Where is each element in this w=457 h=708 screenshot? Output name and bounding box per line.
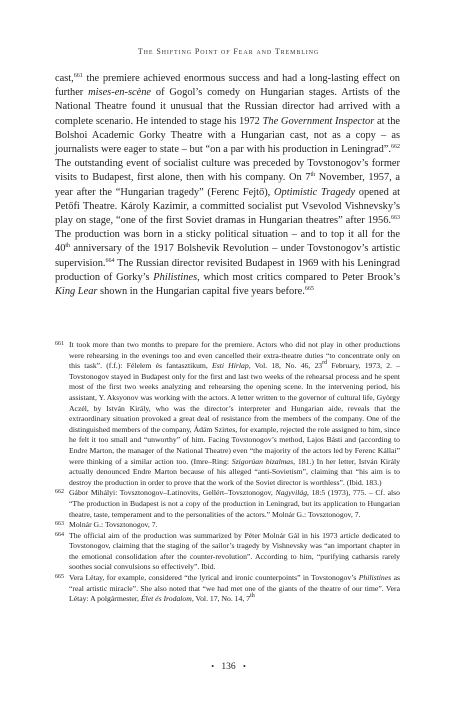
footnote-number: 664 bbox=[55, 531, 64, 538]
italic-text: The Government Inspector bbox=[262, 115, 375, 127]
footnote-number: 662 bbox=[55, 489, 64, 496]
footnote-number: 661 bbox=[55, 341, 64, 347]
text-run: The Russian director revisited Budapest in 1969 with his Leningrad production of Gorky’s bbox=[55, 257, 400, 283]
body-paragraph bbox=[55, 72, 400, 299]
superscript: th bbox=[250, 593, 255, 600]
text-run: of Gogol’s comedy on Hungarian stages. Artists of the National Theatre found it unusual that the Russian director had arrived with a complete scenario. He intended to stage his 1972 bbox=[55, 87, 400, 127]
folio-dot-left: • bbox=[211, 662, 214, 671]
superscript: th bbox=[310, 172, 316, 179]
footnote-663 bbox=[55, 520, 400, 531]
italic-text: Philistines bbox=[358, 573, 392, 583]
folio-dot-right: • bbox=[243, 662, 246, 671]
italic-text: Élet és Irodalom bbox=[140, 594, 192, 604]
footnote-662 bbox=[55, 488, 400, 520]
text-run: , 181.) In her letter, István Király actually denounced Endre Marton because of his alleged “anti-Sovietism”, claiming that “his aim is to destroy the production in order to prove that the work of the Soviet director is worthless”. (Ibid. 183.) bbox=[69, 456, 400, 487]
superscript: 665 bbox=[304, 286, 314, 293]
text-run: shown in the Hungarian capital five years before. bbox=[97, 286, 305, 298]
folio-number: 136 bbox=[221, 662, 236, 672]
italic-text: Philistines bbox=[153, 271, 198, 283]
superscript: 661 bbox=[73, 73, 83, 79]
italic-text: Nagyvilág bbox=[275, 488, 308, 498]
italic-text: Optimistic Tragedy bbox=[274, 186, 356, 198]
text-run: It took more than two months to prepare for the premiere. Actors who did not play in other productions were rehearsing in the evenings too and even cancelled their extra-theatre duties “to concentrate only on this task”. (f.f.): Félelem és fantasztikum, bbox=[69, 340, 400, 371]
footnote-number: 663 bbox=[55, 521, 64, 528]
page-number bbox=[0, 662, 457, 672]
footnote-665 bbox=[55, 573, 400, 605]
text-run: cast, bbox=[55, 73, 74, 84]
italic-text: Esti Hírlap bbox=[212, 361, 249, 371]
italic-text: mises-en-scène bbox=[88, 87, 152, 99]
text-run: The outstanding event of socialist culture was preceded by Tovstonogov’s former visits to Budapest, first alone, then with his company. On 7 bbox=[55, 158, 400, 184]
superscript: rd bbox=[322, 360, 328, 367]
footnote-661 bbox=[55, 340, 400, 488]
text-run: opened at Petőfi Theatre. Károly Kazimir, a committed socialist put Vsevolod Vishnevsky’s play on stage, “one of the first Soviet dramas in Hungarian theatres” after 1956. bbox=[55, 186, 401, 227]
text-run: anniversary of the 1917 Bolshevik Revolution – under Tovstonogov’s artistic supervision. bbox=[55, 243, 400, 269]
text-run: Gábor Mihályi: Tovsztonogov–Latinovits, Gellért–Tovsztonogov, bbox=[69, 488, 276, 498]
text-run: November, 1957, a year after the “Hungarian tragedy” (Ferenc Fejtő), bbox=[55, 172, 400, 198]
text-run: February, 1973, 2. – Tovstonogov stayed in Budapest only for the first and last two weeks of the rehearsal process and he spent most of the first two weeks analyzing and rehearsing the opening scene. In the intervening period, his assistant, Y. Aksyonov was working with the actors. A letter written to the governor of cultural life, György Aczél, by István Király, who was the director’s interpreter and Hungarian aide, reveals that the extraordinary situation provoked a great deal of resistance from the members of the company. One of the distinguished members of the company, Ádám Szirtes, for example, rejected the role assigned to him, since he felt it too small and “unworthy” of him. Facing Tovstonogov’s method, Lajos Básti and (according to Endre Marton, the manager of the National Theatre) even “the majority of the actors led by Ferenc Kállai” were thinking of a similar action too. (Imre–Ring: bbox=[69, 361, 401, 466]
text-run: , which most critics compared to Peter Brook’s bbox=[197, 271, 400, 283]
text-run: the premiere achieved enormous success and had a long-lasting effect on further bbox=[55, 73, 400, 99]
footnote-number: 665 bbox=[55, 574, 64, 581]
footnote-664 bbox=[55, 531, 400, 573]
text-run: , Vol. 17, No. 14, 7 bbox=[191, 594, 251, 604]
text-run: as “real artistic miracle”. She also noted that “we had met one of the giants of the theatre of our time”. Vera Létay: A polgármester, bbox=[69, 573, 400, 604]
italic-text: Szigorúan bizalmas bbox=[231, 456, 294, 466]
superscript: 664 bbox=[105, 257, 115, 264]
text-run: Vera Létay, for example, considered “the lyrical and ironic counterpoints” in Tovstonogov’s bbox=[69, 573, 359, 583]
text-run: , 18:5 (1973), 775. – Cf. also “The production in Budapest is not a copy of the production in Leningrad, but its application to Hungarian theatre, taste, temperament and to the personalities of the actors.” Molnár G.: Tovsztonogov, 7. bbox=[69, 488, 400, 519]
italic-text: King Lear bbox=[55, 286, 98, 298]
superscript: 663 bbox=[391, 215, 400, 222]
text-run: The official aim of the production was summarized by Péter Molnár Gál in his 1973 article dedicated to Tovstonogov, claiming that the staging of the sailor’s tragedy by Vishnevsky was “an important chapter in the emotional consolidation after the counter-revolution”. According to him, “purifying catharsis rarely soothes social convulsions so effectively”. Ibid. bbox=[69, 530, 400, 572]
superscript: th bbox=[65, 243, 71, 250]
running-head: The Shifting Point of Fear and Trembling bbox=[137, 47, 320, 56]
text-run: at the Bolshoi Academic Gorky Theatre with a Hungarian cast, not as a copy – as journalists were eager to state – but “on a par with his production in Leningrad”. bbox=[55, 115, 401, 156]
superscript: 662 bbox=[391, 144, 400, 151]
text-run: , Vol. 18, No. 46, 23 bbox=[248, 361, 323, 371]
text-run: The production was born in a sticky political situation – and to top it all for the 40 bbox=[55, 229, 400, 255]
footnotes-area bbox=[55, 340, 400, 605]
text-run: Molnár G.: Tovsztonogov, 7. bbox=[69, 520, 158, 530]
main-text bbox=[55, 72, 400, 299]
